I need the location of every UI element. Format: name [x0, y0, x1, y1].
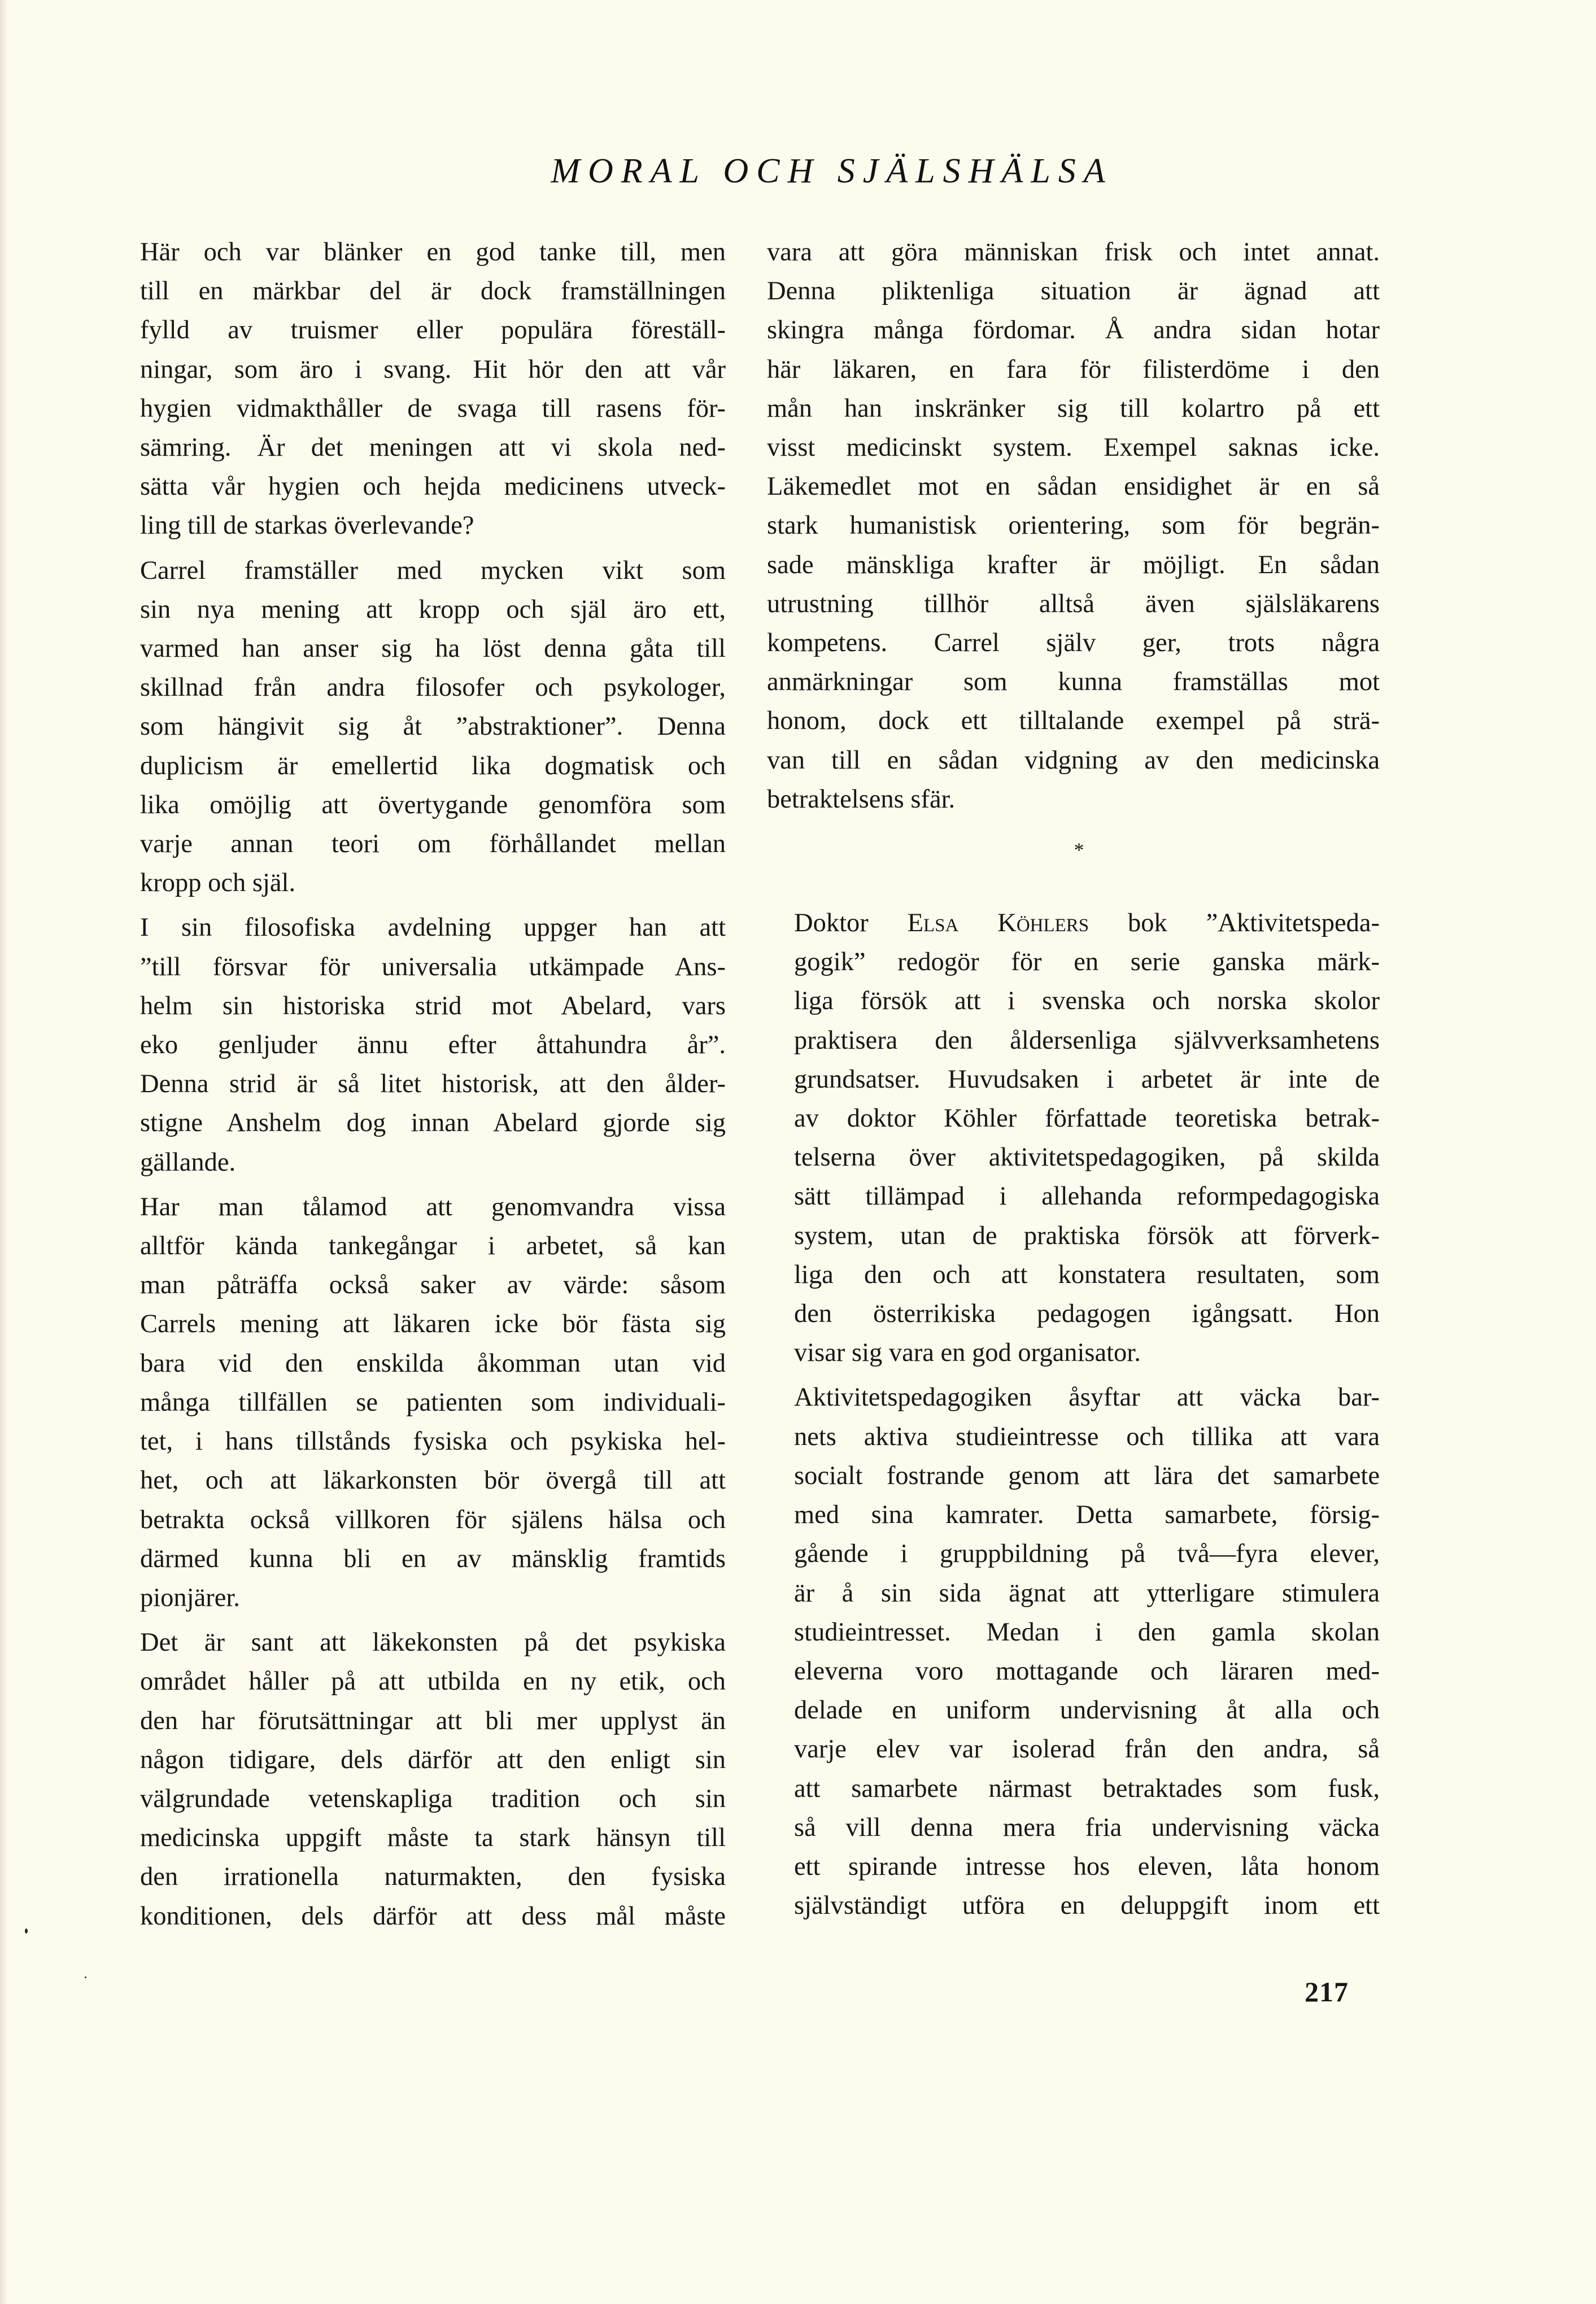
- text-line: sätta vår hygien och hejda medicinens utveck-: [140, 472, 726, 501]
- text-line: att samarbete närmast betraktades som fusk,: [794, 1774, 1380, 1803]
- text-line: Aktivitetspedagogiken åsyftar att väcka bar-: [794, 1383, 1380, 1412]
- text-line: som hängivit sig åt ”abstraktioner”. Denna: [140, 712, 726, 741]
- text-line: Carrel framställer med mycken vikt som: [140, 556, 726, 585]
- text-line: är å sin sida ägnat att ytterligare stimulera: [794, 1578, 1380, 1608]
- text-line: kompetens. Carrel själv ger, trots några: [767, 629, 1380, 658]
- text-line: hygien vidmakthåller de svaga till rasens för-: [140, 394, 726, 423]
- text-line: till en märkbar del är dock framställningen: [140, 277, 726, 306]
- paragraph: [113, 1188, 726, 1617]
- text-line: praktisera den åldersenliga självverksamhetens: [794, 1026, 1380, 1055]
- text-line: Denna pliktenliga situation är ägnad att: [767, 277, 1380, 306]
- text-line: gående i gruppbildning på två—fyra elever,: [794, 1539, 1380, 1569]
- text-line: Det är sant att läkekonsten på det psykiska: [140, 1628, 726, 1657]
- author-firstname: Elsa: [907, 909, 959, 938]
- text-line: skingra många fördomar. Å andra sidan hotar: [767, 316, 1380, 345]
- text-line: liga den och att konstatera resultaten, som: [794, 1260, 1380, 1289]
- text-line: området håller på att utbilda en ny etik, och: [140, 1667, 726, 1696]
- text-line: varje elev var isolerad från den andra, så: [794, 1735, 1380, 1764]
- text-line: varje annan teori om förhållandet mellan: [140, 830, 726, 859]
- text-line: betrakta också villkoren för själens hälsa och: [140, 1505, 726, 1534]
- paper-speck: [85, 1976, 86, 1978]
- text-line: ”till försvar för universalia utkämpade Ans-: [140, 952, 726, 981]
- text-line: het, och att läkarkonsten bör övergå till att: [140, 1466, 726, 1495]
- text-line: vara att göra människan frisk och intet annat.: [767, 238, 1380, 267]
- paragraph: [113, 551, 726, 903]
- text-line: sin nya mening att kropp och själ äro ett,: [140, 595, 726, 624]
- text-line: grundsatser. Huvudsaken i arbetet är inte de: [794, 1064, 1380, 1094]
- page-number: 217: [1305, 1976, 1349, 2008]
- text-line: eko genljuder ännu efter åttahundra år”.: [140, 1031, 726, 1060]
- text-line: visst medicinskt system. Exempel saknas icke.: [767, 433, 1380, 462]
- text-line: stigne Anshelm dog innan Abelard gjorde sig: [140, 1109, 726, 1138]
- text-line: duplicism är emellertid lika dogmatisk och: [140, 751, 726, 780]
- text-line: därmed kunna bli en av mänsklig framtids: [140, 1544, 726, 1573]
- text-line: visar sig vara en god organisator.: [794, 1338, 1141, 1368]
- paragraph: [113, 908, 726, 1181]
- running-head: MORAL OCH SJÄLSHÄLSA: [551, 152, 1113, 190]
- page-edge: [0, 0, 8, 2304]
- text-line: anmärkningar som kunna framställas mot: [767, 667, 1380, 697]
- text-line: telserna över aktivitetspedagogiken, på skilda: [794, 1143, 1380, 1172]
- text-line: socialt fostrande genom att lära det samarbete: [794, 1461, 1380, 1490]
- text-line: betraktelsens sfär.: [767, 784, 956, 814]
- paragraph-review-intro: [767, 904, 1380, 1372]
- text-line: sämring. Är det meningen att vi skola ned-: [140, 433, 726, 462]
- text-line: här läkaren, en fara för filisterdöme i den: [767, 355, 1380, 384]
- text-line: gogik” redogör för en serie ganska märk-: [794, 948, 1380, 977]
- text-line: någon tidigare, dels därför att den enligt sin: [140, 1745, 726, 1774]
- text-line: med sina kamrater. Detta samarbete, försig-: [794, 1500, 1380, 1530]
- paragraph: [113, 1623, 726, 1936]
- text-line: bara vid den enskilda åkomman utan vid: [140, 1349, 726, 1378]
- text-line: kropp och själ.: [140, 869, 296, 898]
- text-line: Denna strid är så litet historisk, att den ålder-: [140, 1070, 726, 1099]
- text-line: system, utan de praktiska försök att förverk-: [794, 1221, 1380, 1250]
- text-line: skillnad från andra filosofer och psykologer,: [140, 673, 726, 702]
- text-line: mån han inskränker sig till kolartro på ett: [767, 394, 1380, 423]
- text-line: alltför kända tankegångar i arbetet, så kan: [140, 1232, 726, 1261]
- text-line: Carrels mening att läkaren icke bör fästa sig: [140, 1310, 726, 1339]
- text-line: liga försök att i svenska och norska skolor: [794, 987, 1380, 1016]
- right-column: [767, 233, 1380, 1925]
- text-line: delade en uniform undervisning åt alla och: [794, 1696, 1380, 1725]
- paragraph: [113, 233, 726, 546]
- text-line: [767, 904, 1380, 942]
- text-line: sätt tillämpad i allehanda reformpedagogiska: [794, 1182, 1380, 1211]
- text-line: gällande.: [140, 1147, 236, 1177]
- paragraph: [767, 1378, 1380, 1925]
- text-line: tet, i hans tillstånds fysiska och psykiska hel-: [140, 1427, 726, 1456]
- left-column: [113, 233, 726, 1936]
- text-line: fylld av truismer eller populära föreställ-: [140, 316, 726, 345]
- text-line: sade mänskliga krafter är möjligt. En sådan: [767, 550, 1380, 579]
- text-line: pionjärer.: [140, 1583, 240, 1612]
- text-line: självständigt utföra en deluppgift inom ett: [794, 1891, 1380, 1921]
- text-line: ling till de starkas överlevande?: [140, 511, 474, 540]
- text-line: av doktor Köhler författade teoretiska betrak-: [794, 1104, 1380, 1133]
- text-line: van till en sådan vidgning av den medicinska: [767, 745, 1380, 775]
- paragraph-continuation: [767, 233, 1380, 819]
- text-line: utrustning tillhör alltså även själsläkarens: [767, 589, 1380, 618]
- text-line: stark humanistisk orientering, som för begrän-: [767, 511, 1380, 540]
- author-lastname: Köhlers: [997, 909, 1089, 938]
- paper-speck: [25, 1928, 28, 1934]
- text-line: välgrundade vetenskapliga tradition och sin: [140, 1784, 726, 1813]
- text-line: eleverna voro mottagande och läraren med-: [794, 1656, 1380, 1686]
- section-separator-asterisk: *: [1074, 839, 1084, 862]
- text-line: helm sin historiska strid mot Abelard, vars: [140, 991, 726, 1020]
- text-line: nets aktiva studieintresse och tillika att vara: [794, 1422, 1380, 1451]
- text-line: den irrationella naturmakten, den fysiska: [140, 1862, 726, 1892]
- text-line: man påträffa också saker av värde: såsom: [140, 1271, 726, 1300]
- text-line: ett spirande intresse hos eleven, låta honom: [794, 1852, 1380, 1881]
- text-line: den österrikiska pedagogen igångsatt. Hon: [794, 1299, 1380, 1329]
- text-line: honom, dock ett tilltalande exempel på strä-: [767, 706, 1380, 736]
- text-line: Läkemedlet mot en sådan ensidighet är en så: [767, 472, 1380, 501]
- text-fragment: Doktor: [794, 909, 908, 938]
- text-line: varmed han anser sig ha löst denna gåta till: [140, 634, 726, 664]
- text-line: konditionen, dels därför att dess mål måste: [140, 1901, 726, 1931]
- text-line: lika omöjlig att övertygande genomföra som: [140, 790, 726, 819]
- text-line: Här och var blänker en god tanke till, men: [140, 238, 726, 267]
- text-line: många tillfällen se patienten som individuali-: [140, 1387, 726, 1417]
- text-line: Har man tålamod att genomvandra vissa: [140, 1192, 726, 1221]
- text-line: den har förutsättningar att bli mer upplyst än: [140, 1706, 726, 1735]
- text-line: studieintresset. Medan i den gamla skolan: [794, 1617, 1380, 1647]
- text-line: ningar, som äro i svang. Hit hör den att vår: [140, 355, 726, 384]
- text-fragment: bok ”Aktivitetspeda-: [1089, 909, 1380, 938]
- text-line: så vill denna mera fria undervisning väcka: [794, 1813, 1380, 1842]
- text-line: I sin filosofiska avdelning uppger han att: [140, 913, 726, 942]
- text-line: medicinska uppgift måste ta stark hänsyn till: [140, 1823, 726, 1853]
